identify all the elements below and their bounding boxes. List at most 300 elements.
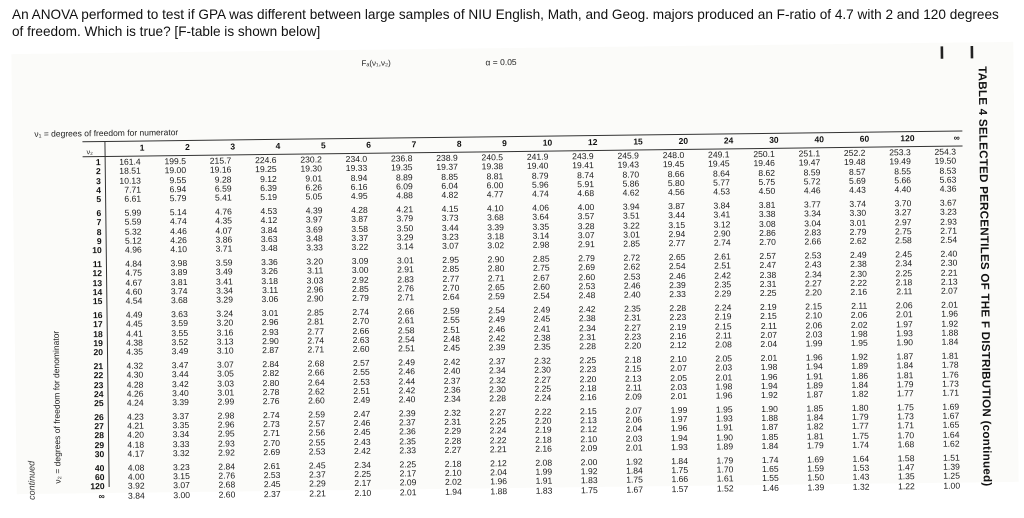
- column-header: 7: [411, 139, 417, 150]
- table-cell: 3.05: [217, 368, 234, 379]
- table-cell: 1.74: [761, 454, 779, 465]
- table-cell: 2.40: [623, 289, 641, 300]
- table-cell: 2.34: [443, 393, 461, 405]
- table-cell: 4.45: [125, 318, 143, 329]
- table-cell: 2.62: [307, 386, 325, 397]
- row-df-label: 2: [95, 166, 101, 177]
- table-cell: 2.03: [625, 433, 643, 444]
- table-cell: 2.11: [715, 330, 732, 341]
- table-cell: 2.39: [669, 279, 686, 291]
- row-df-label: 22: [93, 370, 104, 381]
- table-cell: 2.19: [669, 321, 687, 332]
- table-cell: 2.77: [442, 273, 460, 284]
- table-cell: 2.28: [669, 302, 687, 313]
- table-cell: 2.41: [533, 323, 551, 334]
- table-cell: 3.94: [622, 201, 640, 212]
- table-cell: 3.39: [487, 221, 504, 232]
- table-cell: 2.46: [398, 366, 416, 377]
- table-cell: 2.65: [487, 282, 505, 293]
- table-cell: 2.03: [670, 381, 688, 392]
- table-cell: 3.34: [172, 429, 190, 440]
- table-cell: 2.72: [623, 252, 641, 263]
- table-cell: 2.04: [490, 467, 507, 478]
- table-cell: 2.13: [940, 276, 958, 287]
- table-cell: 2.08: [535, 457, 553, 468]
- table-cell: 5.66: [894, 175, 912, 186]
- table-cell: 1.55: [761, 473, 779, 484]
- table-cell: 3.06: [261, 294, 279, 305]
- table-cell: 2.90: [713, 228, 731, 239]
- table-cell: 4.12: [260, 215, 278, 226]
- table-cell: 2.06: [805, 319, 823, 331]
- table-cell: 8.70: [622, 169, 640, 180]
- table-cell: 3.36: [261, 256, 278, 267]
- table-cell: 2.54: [940, 234, 958, 246]
- table-cell: 2.18: [895, 277, 913, 288]
- table-cell: 8.94: [350, 172, 368, 183]
- table-cell: 2.08: [715, 339, 732, 350]
- row-df-label: 28: [94, 430, 105, 441]
- table-cell: 8.81: [486, 170, 504, 182]
- table-cell: 3.73: [441, 212, 459, 224]
- table-cell: 1.87: [761, 422, 779, 433]
- table-cell: 3.37: [172, 410, 190, 421]
- column-header: 60: [859, 133, 870, 144]
- table-cell: 2.25: [489, 416, 507, 427]
- table-cell: 1.35: [897, 471, 915, 482]
- table-cell: 4.43: [849, 185, 866, 196]
- table-cell: 2.16: [579, 392, 597, 403]
- table-cell: 4.40: [894, 184, 912, 195]
- table-cell: 2.07: [940, 285, 958, 297]
- table-cell: 3.07: [442, 241, 459, 252]
- table-cell: 2.74: [307, 335, 325, 346]
- table-cell: 2.98: [532, 239, 550, 251]
- table-cell: 2.51: [443, 324, 460, 335]
- table-cell: 19.48: [843, 157, 866, 168]
- table-cell: 2.37: [308, 469, 326, 480]
- table-cell: 3.01: [849, 217, 867, 228]
- table-cell: 2.34: [804, 268, 822, 280]
- table-cell: 3.84: [127, 490, 145, 501]
- table-cell: 1.86: [851, 370, 869, 381]
- table-cell: 2.27: [489, 406, 507, 418]
- table-cell: 8.79: [531, 170, 549, 181]
- table-cell: 2.42: [398, 385, 416, 396]
- table-cell: 6.59: [214, 183, 232, 194]
- table-cell: 2.46: [353, 417, 371, 429]
- row-df-label: 16: [92, 309, 103, 321]
- table-cell: 1.66: [671, 474, 689, 485]
- table-cell: 3.20: [306, 256, 324, 267]
- table-cell: 2.84: [262, 358, 280, 369]
- table-cell: 6.39: [260, 182, 277, 194]
- table-cell: 3.20: [216, 317, 234, 328]
- table-cell: 3.48: [306, 233, 323, 244]
- table-cell: 2.23: [669, 312, 687, 323]
- table-cell: 2.33: [669, 289, 686, 300]
- table-cell: 2.79: [352, 293, 369, 304]
- f-table-image: [14, 42, 1016, 501]
- table-cell: 2.46: [623, 280, 641, 291]
- table-cell: 1.93: [670, 442, 688, 453]
- table-cell: 2.32: [444, 407, 461, 418]
- table-cell: 19.35: [390, 162, 413, 173]
- row-df-label: 24: [93, 388, 104, 399]
- table-cell: 1.83: [535, 485, 553, 496]
- table-cell: 2.60: [533, 281, 550, 292]
- table-cell: 3.14: [532, 230, 550, 241]
- table-cell: 2.69: [263, 447, 281, 458]
- table-cell: 2.31: [759, 278, 777, 289]
- table-cell: 2.24: [714, 302, 732, 313]
- table-cell: 2.17: [354, 478, 372, 489]
- table-cell: 2.68: [218, 479, 236, 491]
- table-cell: 3.47: [171, 359, 189, 370]
- table-cell: 4.24: [126, 397, 144, 408]
- table-cell: 2.06: [895, 299, 913, 311]
- table-cell: 5.59: [124, 216, 142, 228]
- table-cell: 2.39: [488, 342, 506, 353]
- table-cell: 2.11: [896, 286, 913, 297]
- table-cell: 3.44: [171, 369, 189, 380]
- table-cell: 3.26: [261, 266, 278, 277]
- table-cell: 9.28: [214, 174, 232, 185]
- table-cell: 2.48: [443, 333, 461, 344]
- table-cell: 4.17: [127, 448, 145, 459]
- row-df-label: 3: [96, 175, 101, 186]
- row-df-label: 7: [96, 217, 102, 228]
- table-cell: 2.90: [306, 293, 324, 304]
- row-df-label: 120: [90, 481, 105, 492]
- table-cell: 8.89: [395, 171, 413, 183]
- table-cell: 2.12: [489, 457, 507, 469]
- table-cell: 2.18: [444, 458, 462, 469]
- table-cell: 1.92: [941, 318, 959, 329]
- table-cell: 2.01: [895, 309, 913, 320]
- table-cell: 2.62: [623, 261, 641, 272]
- table-cell: 1.61: [716, 473, 734, 484]
- table-cell: 5.77: [713, 177, 730, 188]
- table-cell: 2.12: [669, 340, 687, 351]
- table-cell: 2.71: [487, 272, 505, 283]
- table-cell: 2.38: [578, 313, 596, 324]
- table-cell: 4.00: [577, 201, 595, 213]
- table-cell: 8.55: [894, 165, 911, 177]
- row-df-label: 13: [92, 277, 103, 288]
- table-cell: 2.35: [399, 436, 416, 447]
- table-cell: 2.96: [306, 284, 324, 295]
- table-cell: 234.0: [345, 153, 368, 165]
- table-cell: 2.17: [399, 468, 417, 479]
- table-cell: 2.53: [804, 250, 822, 261]
- row-df-label: 40: [94, 462, 105, 473]
- table-cell: 19.46: [753, 158, 775, 169]
- table-cell: 5.05: [305, 191, 323, 202]
- table-cell: 1.94: [760, 380, 778, 391]
- column-header: 12: [587, 136, 598, 148]
- column-header: 40: [814, 134, 825, 145]
- table-cell: 3.59: [215, 257, 233, 268]
- table-cell: 1.58: [897, 452, 915, 464]
- table-cell: 2.92: [351, 274, 369, 285]
- table-cell: 1.79: [851, 411, 869, 422]
- table-cell: 2.40: [443, 365, 461, 377]
- table-cell: 2.45: [533, 313, 551, 324]
- row-df-label: 27: [94, 421, 104, 432]
- table-cell: 5.75: [758, 176, 776, 188]
- table-cell: 1.46: [762, 482, 779, 493]
- table-cell: 19.33: [345, 163, 368, 174]
- table-cell: 1.79: [716, 455, 734, 466]
- table-cell: 5.96: [531, 179, 549, 190]
- table-cell: 2.35: [533, 341, 551, 353]
- row-df-label: 12: [92, 268, 103, 279]
- table-cell: 2.28: [444, 435, 462, 446]
- table-cell: 5.63: [939, 174, 957, 185]
- table-cell: 238.9: [436, 152, 458, 163]
- table-cell: 8.62: [758, 167, 776, 178]
- table-cell: 2.95: [217, 428, 235, 440]
- table-cell: 4.35: [126, 346, 144, 358]
- table-cell: 4.10: [170, 244, 188, 255]
- table-cell: 1.94: [805, 361, 823, 372]
- table-cell: 1.70: [716, 464, 734, 475]
- table-cell: 1.90: [761, 403, 778, 414]
- table-cell: 3.15: [173, 471, 190, 482]
- table-cell: 3.00: [351, 265, 369, 276]
- table-cell: 1.96: [670, 423, 688, 434]
- table-cell: 3.81: [758, 199, 776, 210]
- row-df-label: 21: [93, 360, 104, 371]
- table-cell: 2.09: [580, 443, 598, 454]
- table-cell: 4.15: [441, 203, 459, 214]
- table-cell: 2.65: [668, 251, 686, 263]
- table-cell: 1.39: [943, 461, 960, 472]
- table-cell: 2.67: [533, 272, 550, 283]
- table-cell: 2.28: [579, 341, 597, 352]
- table-cell: 2.21: [940, 267, 958, 278]
- table-cell: 1.87: [806, 389, 824, 400]
- table-cell: 2.40: [398, 394, 416, 405]
- table-cell: 2.71: [940, 225, 958, 236]
- table-cell: 1.76: [941, 369, 959, 380]
- table-cell: 1.39: [807, 481, 825, 493]
- table-cell: 2.90: [261, 335, 279, 346]
- table-cell: 2.39: [398, 407, 416, 419]
- table-cell: 9.12: [259, 173, 277, 184]
- table-cell: 2.42: [353, 445, 371, 457]
- table-cell: 3.44: [441, 222, 459, 233]
- table-cell: 2.70: [442, 282, 460, 293]
- table-cell: 2.01: [399, 486, 417, 498]
- table-cell: 6.94: [169, 184, 187, 195]
- table-cell: 1.96: [941, 308, 959, 319]
- table-cell: 1.77: [896, 388, 914, 399]
- table-cell: 18.51: [119, 165, 141, 177]
- table-cell: 3.33: [306, 242, 323, 253]
- table-cell: 5.19: [260, 192, 278, 203]
- table-cell: 2.83: [397, 273, 414, 285]
- table-cell: 9.55: [169, 174, 187, 185]
- table-cell: 2.01: [625, 442, 643, 453]
- table-cell: 5.91: [577, 179, 595, 190]
- column-header: 1: [139, 142, 145, 153]
- table-cell: 3.51: [622, 210, 640, 221]
- table-cell: 3.09: [351, 255, 369, 266]
- table-cell: 2.49: [849, 249, 867, 260]
- table-cell: 199.5: [164, 156, 187, 167]
- table-cell: 4.77: [486, 189, 504, 200]
- table-cell: 1.89: [806, 380, 824, 391]
- table-cell: 4.18: [127, 439, 145, 450]
- table-cell: 2.51: [397, 343, 415, 354]
- table-cell: 1.62: [942, 438, 960, 449]
- table-cell: 2.94: [668, 228, 686, 240]
- table-cell: 2.56: [308, 427, 326, 438]
- table-cell: 1.80: [851, 402, 869, 413]
- row-df-label: 6: [96, 207, 102, 219]
- table-cell: 3.18: [487, 231, 505, 242]
- table-cell: 1.91: [716, 422, 733, 433]
- table-cell: 2.70: [759, 237, 776, 248]
- table-cell: 2.18: [579, 382, 597, 394]
- table-cell: 3.35: [532, 221, 550, 232]
- table-cell: 4.26: [126, 388, 144, 399]
- table-cell: 1.95: [715, 404, 733, 415]
- table-cell: 2.82: [262, 368, 280, 379]
- table-cell: 2.01: [760, 352, 778, 363]
- table-cell: 2.35: [624, 303, 641, 314]
- table-cell: 5.14: [169, 206, 187, 218]
- column-header: 20: [678, 135, 689, 146]
- table-cell: 2.80: [487, 263, 505, 274]
- table-cell: 1.96: [490, 476, 508, 487]
- table-cell: 2.24: [534, 392, 552, 403]
- row-df-label: ∞: [98, 490, 105, 501]
- table-cell: 4.32: [126, 360, 144, 371]
- table-cell: 3.71: [215, 243, 233, 254]
- table-cell: 5.32: [124, 226, 142, 237]
- column-header: 5: [320, 140, 326, 151]
- table-cell: 1.81: [896, 369, 914, 380]
- table-cell: 2.15: [579, 405, 597, 416]
- table-cell: 3.49: [171, 346, 189, 357]
- table-cell: 2.09: [399, 477, 417, 488]
- table-cell: 3.12: [713, 219, 731, 230]
- table-cell: 2.53: [578, 280, 596, 292]
- table-cell: 1.75: [626, 474, 643, 486]
- table-cell: 1.79: [896, 378, 914, 390]
- table-cell: 2.47: [353, 408, 371, 419]
- table-cell: 6.16: [350, 181, 368, 193]
- table-cell: 2.44: [398, 375, 416, 386]
- table-cell: 3.68: [170, 295, 188, 306]
- table-cell: 2.29: [714, 288, 732, 299]
- table-cell: 2.10: [354, 487, 372, 498]
- table-cell: 2.60: [352, 344, 370, 355]
- table-cell: 2.85: [351, 283, 369, 294]
- row-df-label: 29: [94, 439, 105, 450]
- table-cell: 3.98: [170, 257, 188, 269]
- table-cell: 2.07: [670, 363, 687, 374]
- table-cell: 4.41: [125, 328, 143, 339]
- table-cell: 161.4: [119, 156, 141, 167]
- table-cell: 2.43: [353, 436, 371, 447]
- table-cell: 2.00: [580, 456, 598, 467]
- table-cell: 1.65: [942, 420, 960, 431]
- table-cell: 2.57: [759, 250, 777, 261]
- table-cell: 1.92: [760, 389, 778, 401]
- table-cell: 2.04: [625, 423, 643, 435]
- numerator-label: ν₁ = degrees of freedom for numerator: [34, 127, 179, 139]
- table-cell: 19.38: [481, 161, 504, 172]
- table-cell: 2.55: [308, 437, 326, 448]
- table-cell: 2.34: [578, 322, 596, 333]
- table-cell: 2.63: [352, 334, 370, 345]
- table-cell: 2.37: [263, 488, 281, 499]
- table-cell: 1.32: [852, 481, 870, 492]
- table-cell: 1.98: [760, 361, 778, 373]
- table-cell: 3.14: [396, 241, 414, 252]
- table-cell: 5.80: [667, 177, 685, 189]
- table-cell: 4.60: [125, 286, 143, 297]
- table-cell: 1.84: [671, 455, 689, 466]
- table-cell: 2.19: [759, 301, 777, 312]
- table-cell: 2.49: [398, 357, 415, 368]
- table-cell: 3.44: [668, 210, 686, 221]
- table-cell: 3.63: [171, 308, 188, 320]
- table-cell: 2.03: [715, 362, 733, 373]
- table-cell: 3.74: [849, 198, 867, 209]
- table-cell: 2.18: [624, 354, 642, 365]
- table-cell: 1.81: [941, 350, 959, 361]
- continued-note: continued: [26, 460, 37, 500]
- table-cell: 2.96: [217, 419, 235, 430]
- table-cell: 1.92: [580, 466, 598, 477]
- table-cell: 1.92: [625, 456, 643, 467]
- table-cell: 2.15: [624, 363, 642, 374]
- table-cell: 2.95: [442, 254, 460, 265]
- table-cell: 2.61: [713, 251, 731, 262]
- table-cell: 5.41: [214, 192, 232, 204]
- table-cell: 3.69: [305, 223, 323, 235]
- table-cell: 2.40: [940, 248, 958, 259]
- table-cell: 3.03: [306, 274, 324, 286]
- table-cell: 2.91: [577, 239, 595, 250]
- table-cell: 4.08: [127, 462, 145, 473]
- table-cell: 3.01: [217, 387, 235, 398]
- table-cell: 4.21: [396, 204, 414, 215]
- table-cell: 1.87: [896, 350, 914, 362]
- table-cell: 2.69: [578, 262, 596, 273]
- table-cell: 1.93: [896, 328, 913, 339]
- table-cell: 4.00: [127, 471, 145, 482]
- table-cell: 2.64: [442, 291, 460, 303]
- table-cell: 4.06: [532, 202, 550, 213]
- table-cell: 224.6: [254, 154, 277, 166]
- column-header: 8: [456, 138, 462, 149]
- row-df-label: 18: [93, 328, 103, 339]
- table-cell: 1.98: [850, 328, 868, 339]
- table-cell: 252.2: [843, 147, 866, 158]
- table-cell: 236.8: [390, 153, 413, 164]
- table-cell: 2.30: [534, 364, 551, 375]
- table-cell: 4.62: [622, 187, 640, 199]
- table-cell: 215.7: [209, 155, 232, 166]
- table-cell: 2.38: [849, 258, 867, 270]
- table-cell: 4.76: [215, 206, 232, 217]
